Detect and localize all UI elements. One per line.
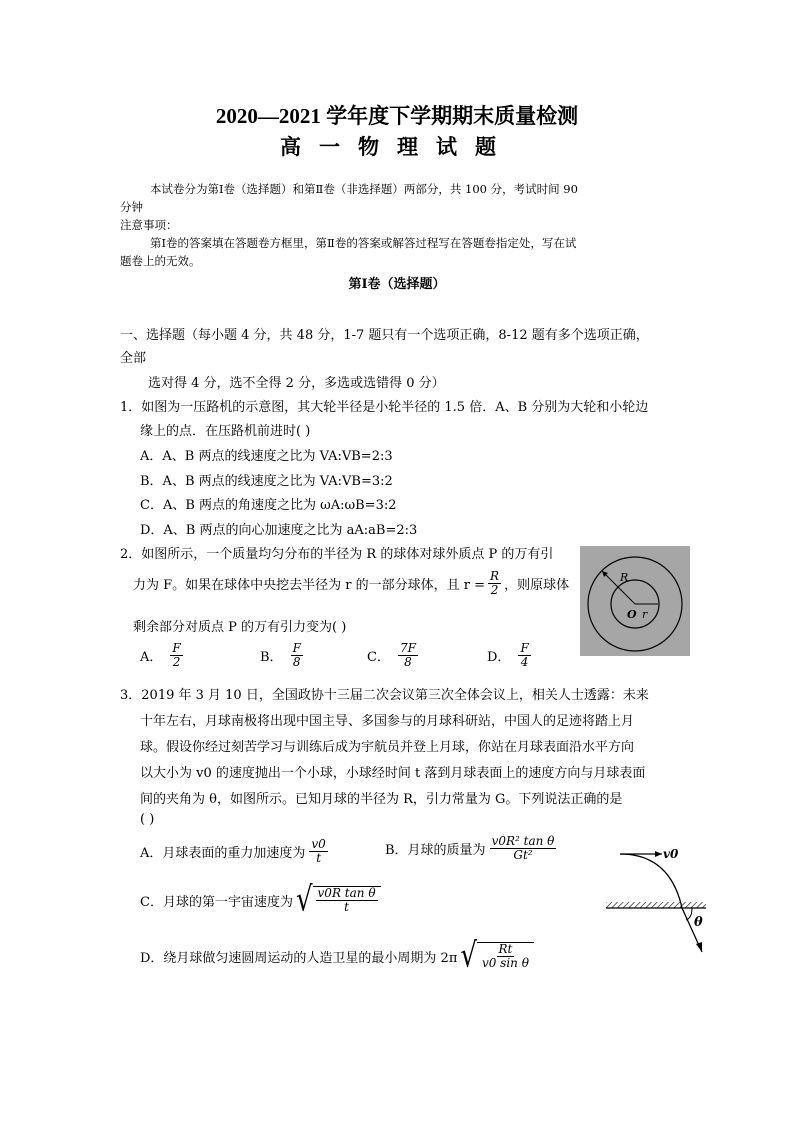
q2-option-b-frac bbox=[291, 642, 303, 669]
q2-option-c-label: C． bbox=[367, 650, 390, 666]
q3-option-c-frac bbox=[316, 887, 378, 914]
q3-stem-line-5: 间的夹角为 θ，如图所示。已知月球的半径为 R，引力常量为 G。下列说法正确的是 bbox=[140, 792, 623, 807]
q3-d-den: v0 sin θ bbox=[481, 956, 529, 971]
q3-option-a-text: A．月球表面的重力加速度为 bbox=[140, 846, 306, 862]
q3-c-num: v0R tan θ bbox=[317, 886, 376, 900]
q2-r-fraction bbox=[488, 570, 501, 597]
q3-stem-line-2: 十年左右，月球南极将出现中国主导、多国参与的月球科研站，中国人的足迹将踏上月 bbox=[140, 714, 635, 729]
q3-option-d-frac bbox=[480, 943, 531, 970]
notice-line-2: 题卷上的无效。 bbox=[120, 254, 201, 268]
q1-stem-line-2: 缘上的点．在压路机前进时( ) bbox=[140, 424, 311, 439]
q2-d-num: F bbox=[520, 641, 529, 655]
q2-sphere-figure bbox=[580, 546, 690, 656]
exam-title: 2020—2021 学年度下学期期末质量检测 bbox=[215, 104, 579, 128]
q3-label-v0: v0 bbox=[663, 847, 679, 861]
q3-option-d-sqrt bbox=[460, 936, 534, 976]
q2-option-c bbox=[367, 642, 418, 669]
intro-line-1: 本试卷分为第Ⅰ卷（选择题）和第Ⅱ卷（非选择题）两部分，共 100 分，考试时间 90 bbox=[150, 182, 578, 196]
q2-stem-line-2b: ，则原球体 bbox=[504, 578, 570, 594]
q2-stem-line-2 bbox=[133, 570, 569, 597]
q3-option-a-frac bbox=[309, 838, 327, 865]
q2-r-frac-num: R bbox=[490, 569, 500, 583]
q3-option-d bbox=[140, 936, 534, 976]
q2-option-d-frac bbox=[518, 642, 530, 669]
q3-b-den: Gt² bbox=[513, 848, 533, 863]
notice-line-1: 第Ⅰ卷的答案填在答题卷方框里，第Ⅱ卷的答案或解答过程写在答题卷指定处，写在试 bbox=[150, 236, 577, 250]
q2-option-a-label: A． bbox=[140, 650, 163, 666]
q1-option-c: C．A、B 两点的角速度之比为 ωA:ωB=3:2 bbox=[140, 498, 397, 513]
q3-b-num: v0R² tan θ bbox=[491, 834, 555, 848]
sqrt-sign-icon: √ bbox=[295, 880, 313, 920]
q3-stem-line-6: ( ) bbox=[140, 812, 155, 827]
q3-ground-hatch bbox=[606, 902, 706, 908]
q2-label-O: O bbox=[627, 608, 637, 621]
q2-stem-line-2a: 力为 F。如果在球体中央挖去半径为 r 的一部分球体，且 r = bbox=[133, 578, 486, 594]
q1-option-d: D．A、B 两点的向心加速度之比为 aA:aB=2:3 bbox=[140, 523, 418, 538]
q2-stem-line-1: 2．如图所示，一个质量均匀分布的半径为 R 的球体对球外质点 P 的万有引 bbox=[120, 547, 554, 562]
q2-option-a bbox=[140, 642, 183, 669]
q2-a-num: F bbox=[172, 641, 181, 655]
q2-option-b bbox=[260, 642, 303, 669]
q2-a-den: 2 bbox=[172, 655, 181, 670]
q1-stem-line-1: 1．如图为一压路机的示意图，其大轮半径是小轮半径的 1.5 倍．A、B 分别为大轮和小轮边 bbox=[120, 400, 649, 415]
q3-stem-line-1: 3．2019 年 3 月 10 日，全国政协十三届二次会议第三次全体会议上，相关人士透露：未来 bbox=[120, 688, 649, 703]
q2-label-r: r bbox=[642, 608, 648, 621]
q3-option-d-text: D．绕月球做匀速圆周运动的人造卫星的最小周期为 2π bbox=[140, 950, 458, 966]
notice-label: 注意事项： bbox=[120, 218, 178, 232]
part1-title: 第Ⅰ卷（选择题） bbox=[348, 277, 446, 292]
q3-option-b-text: B．月球的质量为 bbox=[385, 843, 486, 859]
section1-line-2: 全部 bbox=[120, 351, 147, 366]
q2-d-den: 4 bbox=[520, 655, 529, 670]
q3-impact-arrowhead bbox=[696, 942, 702, 952]
q3-v0-arrowhead bbox=[655, 851, 662, 857]
q3-stem-line-3: 球。假设你经过刻苦学习与训练后成为宇航员并登上月球，你站在月球表面沿水平方向 bbox=[140, 740, 635, 755]
q2-option-a-frac bbox=[170, 642, 182, 669]
q2-c-den: 8 bbox=[404, 655, 412, 670]
intro-line-2: 分钟 bbox=[120, 200, 143, 214]
q2-stem-line-3: 剩余部分对质点 P 的万有引力变为( ) bbox=[133, 620, 347, 635]
q3-a-num: v0 bbox=[311, 837, 326, 851]
q3-c-den: t bbox=[344, 900, 349, 915]
q3-option-c-sqrt bbox=[295, 880, 381, 920]
q3-option-b-frac bbox=[490, 835, 557, 862]
q3-projectile-figure bbox=[600, 840, 730, 960]
q2-b-den: 8 bbox=[292, 655, 301, 670]
q2-option-d-label: D． bbox=[487, 650, 511, 666]
q1-option-a: A．A、B 两点的线速度之比为 VA:VB=2:3 bbox=[140, 449, 393, 464]
q3-stem-line-4: 以大小为 v0 的速度抛出一个小球，小球经时间 t 落到月球表面上的速度方向与月球表面 bbox=[140, 766, 646, 781]
q3-a-den: t bbox=[316, 851, 322, 866]
q2-b-num: F bbox=[292, 641, 301, 655]
q1-option-b: B．A、B 两点的线速度之比为 VA:VB=3:2 bbox=[140, 474, 393, 489]
q2-r-frac-den: 2 bbox=[490, 583, 499, 598]
q2-c-num: 7F bbox=[399, 641, 416, 655]
q3-label-theta: θ bbox=[694, 915, 703, 930]
q3-option-b bbox=[385, 835, 556, 862]
section1-line-1: 一、选择题（每小题 4 分，共 48 分，1-7 题只有一个选项正确，8-12 题有多个选项正确， bbox=[120, 328, 649, 343]
q2-label-R: R bbox=[620, 571, 629, 584]
section1-line-3: 选对得 4 分，选不全得 2 分，多选或选错得 0 分） bbox=[148, 376, 445, 391]
q3-d-num: Rt bbox=[498, 942, 513, 956]
q2-option-c-frac bbox=[398, 642, 418, 669]
q3-option-c bbox=[140, 880, 381, 920]
q2-option-b-label: B． bbox=[260, 650, 283, 666]
sqrt-sign-icon: √ bbox=[460, 936, 477, 976]
q3-option-c-text: C．月球的第一宇宙速度为 bbox=[140, 894, 293, 910]
q3-option-a bbox=[140, 838, 328, 865]
exam-subject: 高一物理试题 bbox=[280, 134, 514, 159]
q2-option-d bbox=[487, 642, 531, 669]
q2-figure-background bbox=[580, 546, 690, 656]
q3-trajectory bbox=[620, 854, 682, 908]
